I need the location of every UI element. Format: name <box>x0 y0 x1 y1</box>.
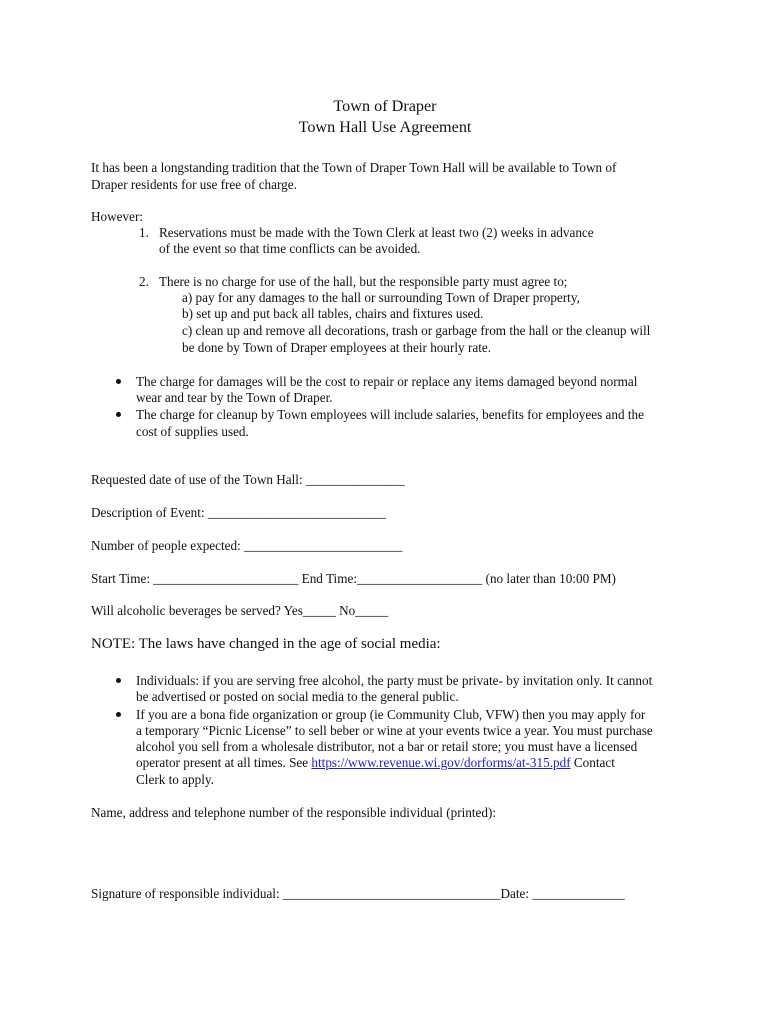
item-2-c-line-1: c) clean up and remove all decorations, trash or garbage from the hall or the cleanup will <box>182 323 651 338</box>
bullet-1-line-2: wear and tear by the Town of Draper. <box>136 390 333 405</box>
note-bullet-1-line-1: Individuals: if you are serving free alcohol, the party must be private- by invitation only. It cannot <box>136 673 653 688</box>
field-alcohol[interactable]: Will alcoholic beverages be served? Yes_____ No_____ <box>91 603 389 618</box>
item-2-c-line-2: be done by Town of Draper employees at their hourly rate. <box>182 340 492 355</box>
item-2-line-1: There is no charge for use of the hall, but the responsible party must agree to; <box>159 274 568 289</box>
intro-line-2: Draper residents for use free of charge. <box>91 177 297 192</box>
bullet-icon <box>115 374 123 382</box>
field-responsible-name[interactable]: Name, address and telephone number of the responsible individual (printed): <box>91 805 497 820</box>
field-signature-date[interactable]: Signature of responsible individual: _________________________________Date: ______________ <box>91 886 625 901</box>
item-1-line-1: Reservations must be made with the Town Clerk at least two (2) weeks in advance <box>159 225 594 240</box>
bullet-1-line-1: The charge for damages will be the cost to repair or replace any items damaged beyond normal <box>136 374 638 389</box>
field-requested-date[interactable]: Requested date of use of the Town Hall: _______________ <box>91 472 405 487</box>
item-2-b: b) set up and put back all tables, chairs and fixtures used. <box>182 306 484 321</box>
intro-line-1: It has been a longstanding tradition that the Town of Draper Town Hall will be available to Town of <box>91 160 617 175</box>
doc-subtitle: Town Hall Use Agreement <box>298 118 472 136</box>
bullet-2-line-2: cost of supplies used. <box>136 424 249 439</box>
note-bullet-2-text-post: Contact <box>570 755 615 770</box>
bullet-2-line-1: The charge for cleanup by Town employees will include salaries, benefits for employees and the <box>136 407 644 422</box>
bullet-icon <box>115 707 123 715</box>
bullet-icon <box>115 673 123 681</box>
however-label: However: <box>91 209 143 224</box>
field-event-description[interactable]: Description of Event: ___________________________ <box>91 505 386 520</box>
note-bullet-2-text-pre: operator present at all times. See <box>136 755 312 770</box>
bullet-icon <box>115 407 123 415</box>
item-2-number: 2. <box>139 274 149 289</box>
note-bullet-2-line-1: If you are a bona fide organization or group (ie Community Club, VFW) then you may apply for <box>136 707 646 722</box>
doc-title: Town of Draper <box>333 97 437 115</box>
note-bullet-2-line-2: a temporary “Picnic License” to sell beber or wine at your events twice a year. You must purchase <box>136 723 653 738</box>
note-heading: NOTE: The laws have changed in the age of social media: <box>91 636 441 652</box>
note-bullet-2-line-5: Clerk to apply. <box>136 772 214 787</box>
item-2-a: a) pay for any damages to the hall or surrounding Town of Draper property, <box>182 290 580 305</box>
note-bullet-2-line-4 <box>136 755 615 772</box>
note-bullet-1-line-2: be advertised or posted on social media to the general public. <box>136 689 459 704</box>
note-bullet-2-line-3: alcohol you sell from a wholesale distributor, not a bar or retail store; you must have a licensed <box>136 739 638 754</box>
item-1-number: 1. <box>139 225 149 240</box>
field-start-end-time[interactable]: Start Time: ______________________ End Time:___________________ (no later than 10:00 PM) <box>91 571 616 586</box>
item-1-line-2: of the event so that time conflicts can be avoided. <box>159 241 421 256</box>
field-people-expected[interactable]: Number of people expected: ________________________ <box>91 538 403 553</box>
revenue-form-link[interactable]: https://www.revenue.wi.gov/dorforms/at-315.pdf <box>311 755 571 770</box>
